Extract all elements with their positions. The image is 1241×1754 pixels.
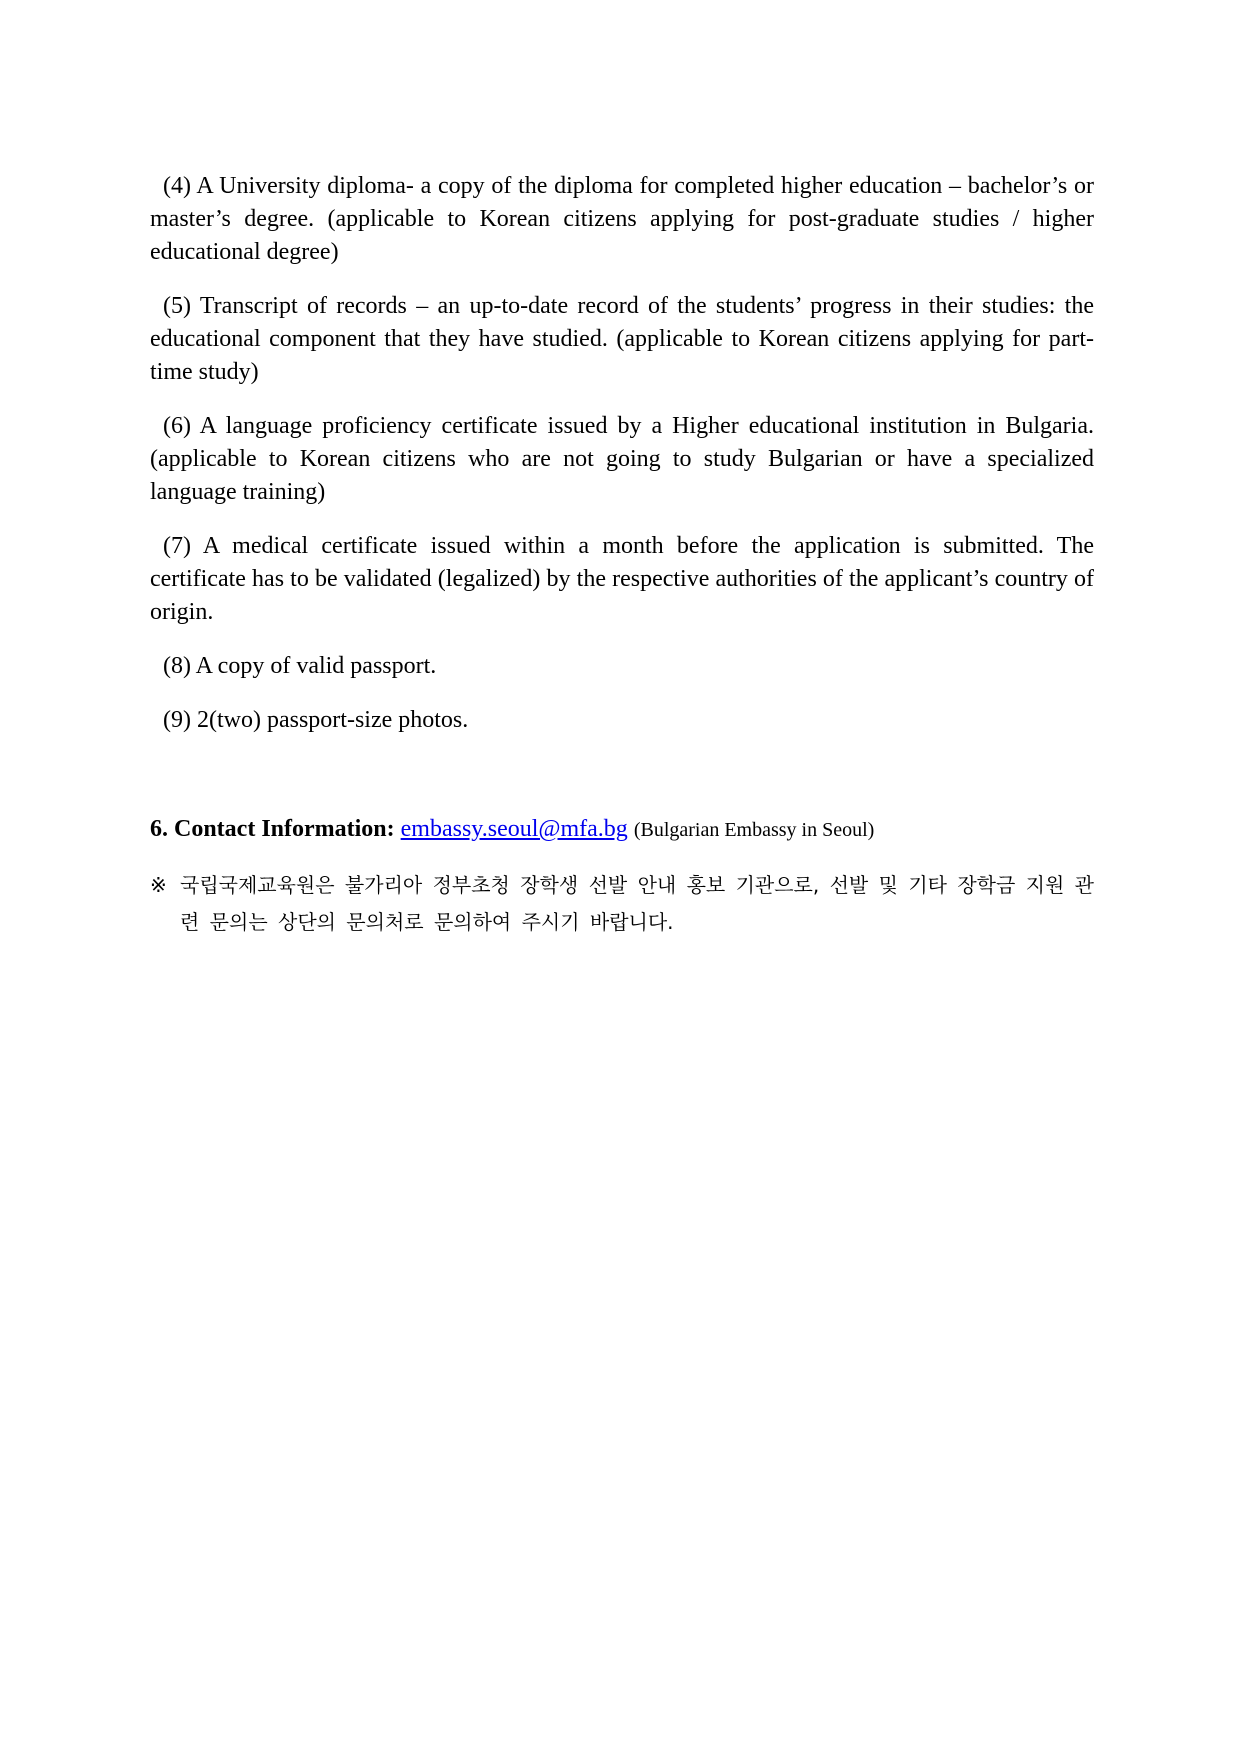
- document-item-6: (6) A language proficiency certificate issued by a Higher educational institution in Bulgaria. (applicable to Korean citizens who are not going to study Bulgarian or have a specialized language training): [150, 413, 1094, 505]
- contact-information: [150, 813, 1094, 847]
- document-item-9: (9) 2(two) passport-size photos.: [163, 707, 469, 733]
- document-item-8: (8) A copy of valid passport.: [163, 653, 437, 679]
- contact-email-link[interactable]: embassy.seoul@mfa.bg: [400, 816, 628, 842]
- document-item-5: (5) Transcript of records – an up-to-date record of the students’ progress in their studies: the educational component that they have studied. (applicable to Korean citizens applying for part-time study): [150, 293, 1094, 385]
- reference-mark: ※: [150, 873, 167, 897]
- contact-heading: 6. Contact Information:: [150, 816, 395, 842]
- document-page: [150, 170, 1094, 961]
- korean-notice: [150, 867, 1094, 941]
- korean-notice-text: 국립국제교육원은 불가리아 정부초청 장학생 선발 안내 홍보 기관으로, 선발 및 기타 장학금 지원 관련 문의는 상단의 문의처로 문의하여 주시기 바랍니다.: [180, 873, 1094, 934]
- section-spacer: [150, 758, 1094, 813]
- document-item-7: (7) A medical certificate issued within a month before the application is submitted. The certificate has to be validated (legalized) by the respective authorities of the applicant’s country of origin.: [150, 533, 1094, 625]
- contact-note: (Bulgarian Embassy in Seoul): [633, 819, 875, 841]
- document-item-4: (4) A University diploma- a copy of the diploma for completed higher education – bachelor’s or master’s degree. (applicable to Korean citizens applying for post-graduate studies / higher educational degree): [150, 173, 1094, 265]
